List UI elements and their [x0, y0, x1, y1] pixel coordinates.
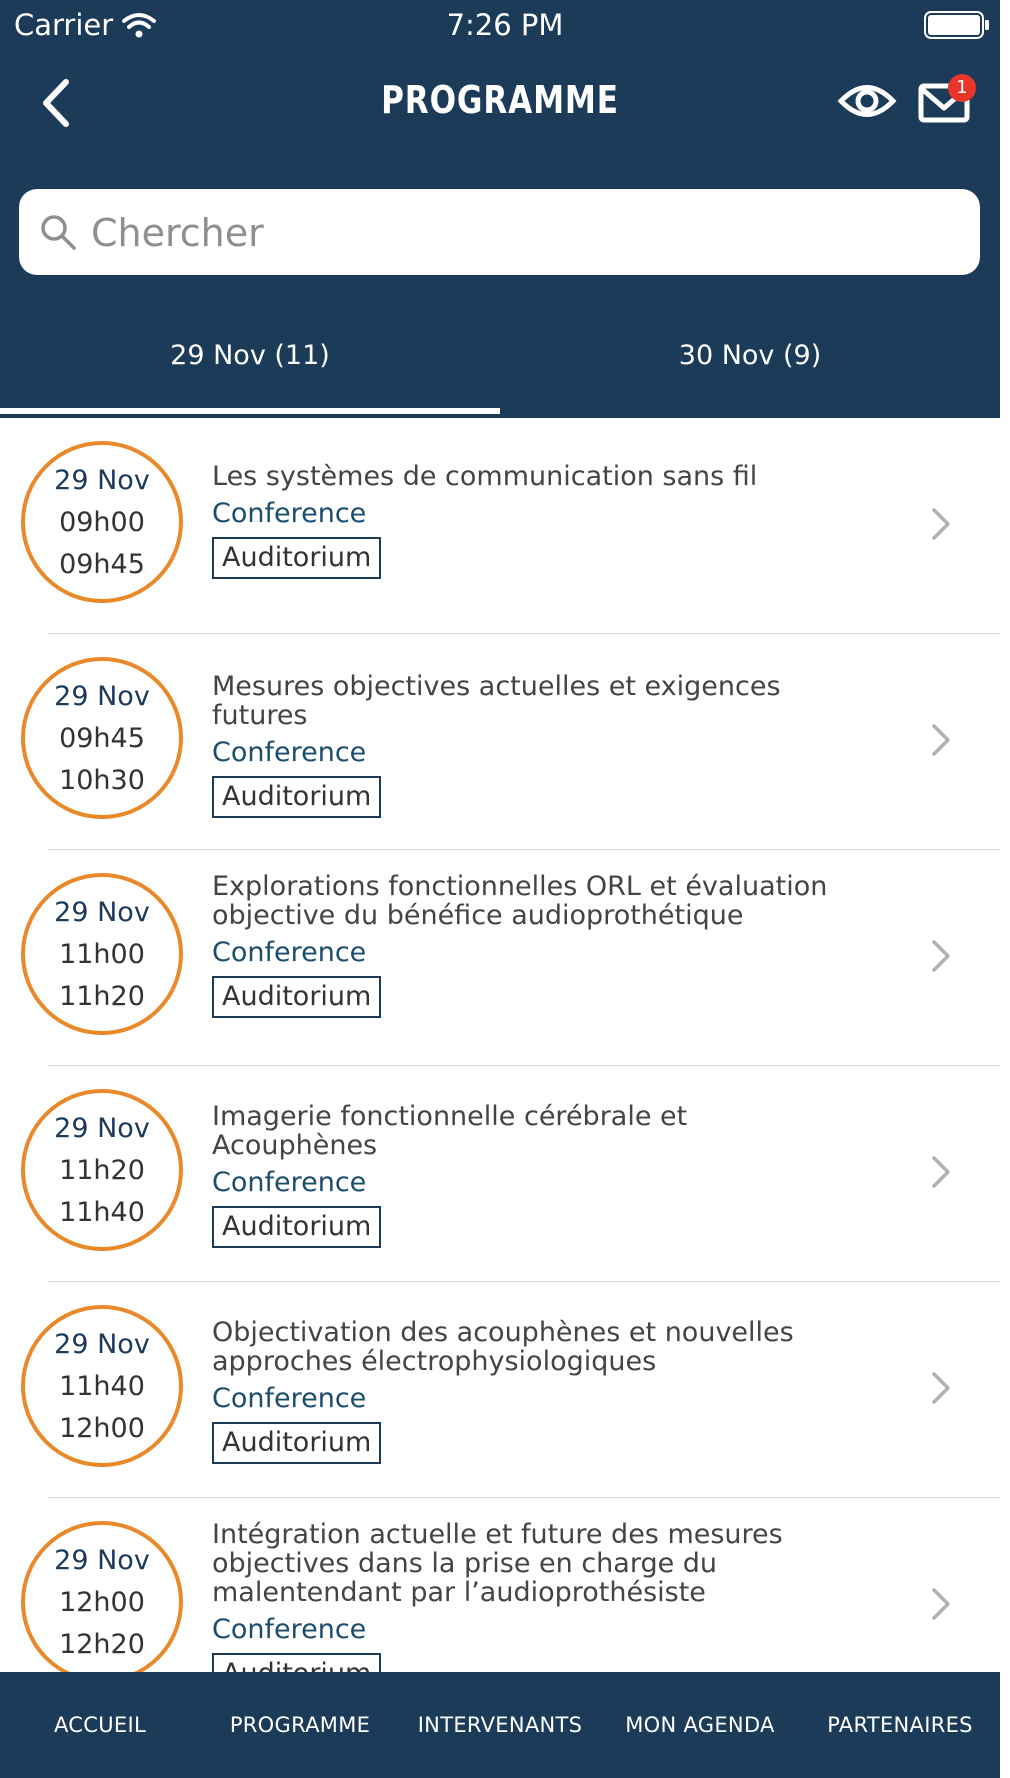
session-info: [212, 872, 852, 1018]
session-start: 09h00: [59, 507, 145, 538]
session-room: Auditorium: [212, 1422, 381, 1464]
session-info: [212, 1318, 852, 1464]
chevron-right-icon: [930, 1586, 952, 1622]
session-info: [212, 1520, 852, 1695]
session-room: Auditorium: [212, 1206, 381, 1248]
eye-icon[interactable]: [838, 80, 896, 122]
chevron-right-icon: [930, 722, 952, 758]
session-room: Auditorium: [212, 976, 381, 1018]
session-end: 09h45: [59, 549, 145, 580]
session-time-circle: [21, 657, 183, 819]
session-date: 29 Nov: [54, 465, 150, 496]
session-title: Objectivation des acouphènes et nouvelles approches électrophysiologiques: [212, 1317, 794, 1377]
back-icon[interactable]: [38, 78, 74, 128]
search-input[interactable]: [89, 207, 953, 259]
session-info: [212, 462, 852, 579]
session-start: 11h20: [59, 1155, 145, 1186]
session-title: Imagerie fonctionnelle cérébrale et Acouphènes: [212, 1101, 688, 1161]
tabbar-item-partenaires[interactable]: PARTENAIRES: [827, 1713, 973, 1737]
session-title: Intégration actuelle et future des mesures objectives dans la prise en charge du malentendant par l’audioprothésiste: [212, 1519, 783, 1608]
status-bar: [0, 0, 1000, 52]
session-title: Les systèmes de communication sans fil: [212, 461, 758, 492]
page-title: PROGRAMME: [381, 78, 619, 122]
session-type: Conference: [212, 1383, 367, 1414]
session-start: 11h40: [59, 1371, 145, 1402]
notification-badge: 1: [948, 74, 976, 102]
session-end: 12h00: [59, 1413, 145, 1444]
status-time: 7:26 PM: [446, 8, 564, 42]
chevron-right-icon: [930, 506, 952, 542]
tabbar-item-mon-agenda[interactable]: MON AGENDA: [625, 1713, 775, 1737]
session-end: 12h20: [59, 1629, 145, 1660]
session-time-circle: [21, 1089, 183, 1251]
session-room: Auditorium: [212, 537, 381, 579]
session-item[interactable]: [0, 1282, 1000, 1498]
session-item[interactable]: [0, 418, 1000, 634]
session-date: 29 Nov: [54, 1329, 150, 1360]
session-room: Auditorium: [212, 776, 381, 818]
status-carrier: Carrier: [14, 8, 114, 42]
session-date: 29 Nov: [54, 681, 150, 712]
chevron-right-icon: [930, 1370, 952, 1406]
search-bar[interactable]: [19, 189, 980, 275]
session-type: Conference: [212, 1167, 367, 1198]
battery-icon: [924, 11, 990, 39]
session-time-circle: [21, 1521, 183, 1683]
session-end: 11h40: [59, 1197, 145, 1228]
bottom-tab-bar: [0, 1672, 1000, 1778]
tabbar-item-accueil[interactable]: ACCUEIL: [54, 1713, 146, 1737]
chevron-right-icon: [930, 938, 952, 974]
session-end: 11h20: [59, 981, 145, 1012]
session-date: 29 Nov: [54, 1113, 150, 1144]
session-type: Conference: [212, 737, 367, 768]
session-item[interactable]: [0, 634, 1000, 850]
tabbar-item-intervenants[interactable]: INTERVENANTS: [417, 1713, 583, 1737]
session-info: [212, 1102, 852, 1248]
session-item[interactable]: [0, 850, 1000, 1066]
session-start: 12h00: [59, 1587, 145, 1618]
tabbar-item-programme[interactable]: PROGRAMME: [229, 1713, 371, 1737]
tab-29-nov[interactable]: 29 Nov (11): [170, 340, 330, 371]
selected-tab-indicator: [0, 408, 500, 414]
search-icon: [39, 213, 77, 251]
header: [0, 0, 1000, 418]
session-date: 29 Nov: [54, 897, 150, 928]
chevron-right-icon: [930, 1154, 952, 1190]
session-start: 11h00: [59, 939, 145, 970]
tab-30-nov[interactable]: 30 Nov (9): [678, 340, 822, 371]
session-item[interactable]: [0, 1066, 1000, 1282]
session-date: 29 Nov: [54, 1545, 150, 1576]
session-list: [0, 418, 1000, 1672]
session-type: Conference: [212, 498, 367, 529]
session-title: Mesures objectives actuelles et exigences futures: [212, 671, 781, 731]
session-type: Conference: [212, 937, 367, 968]
session-end: 10h30: [59, 765, 145, 796]
session-type: Conference: [212, 1614, 367, 1645]
session-time-circle: [21, 1305, 183, 1467]
session-start: 09h45: [59, 723, 145, 754]
session-time-circle: [21, 873, 183, 1035]
session-time-circle: [21, 441, 183, 603]
session-info: [212, 672, 852, 818]
session-title: Explorations fonctionnelles ORL et évaluation objective du bénéfice audioprothétique: [212, 871, 828, 931]
